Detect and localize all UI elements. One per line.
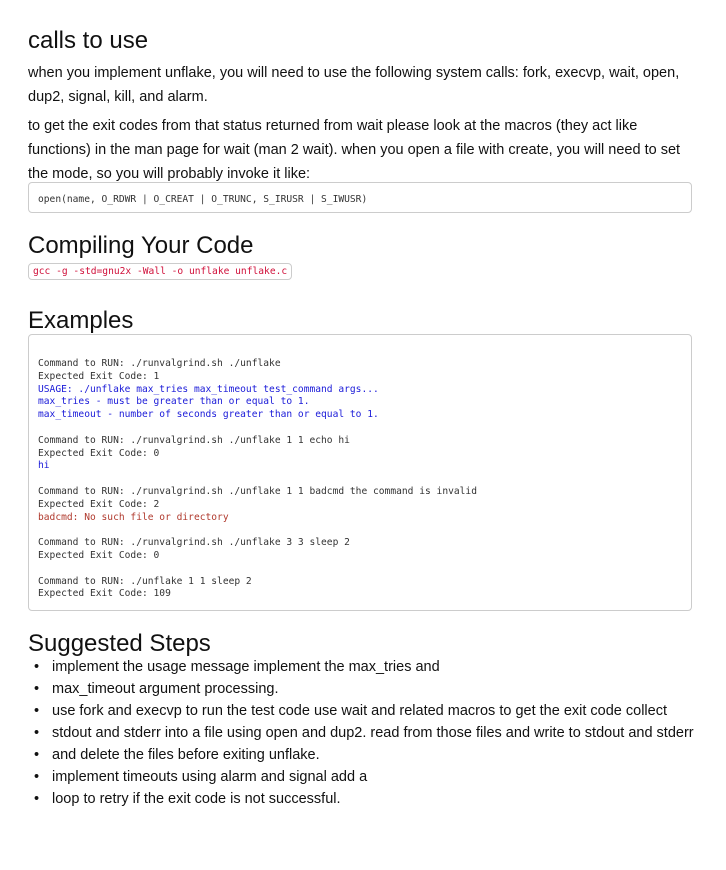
heading-suggested-steps: Suggested Steps [28,630,211,657]
heading-examples: Examples [28,307,134,334]
example-line [38,422,682,435]
bullet-icon: • [34,659,40,675]
step-text: use fork and execvp to run the test code use wait and related macros to get the exit code collect [52,703,667,719]
step-text: implement timeouts using alarm and signal add a [52,769,368,785]
step-text: stdout and stderr into a file using open and dup2. read from those files and write to stdout and stderr [52,725,694,741]
example-line: Command to RUN: ./unflake 1 1 sleep 2 [38,575,252,587]
heading-calls-to-use: calls to use [28,27,149,54]
example-line: Command to RUN: ./runvalgrind.sh ./unflake 1 1 echo hi [38,434,350,446]
step-item [28,656,708,678]
code-gcc-command: gcc -g -std=gnu2x -Wall -o unflake unflake.c [28,263,292,280]
example-line [38,473,682,486]
step-item [28,700,708,722]
example-line: Command to RUN: ./runvalgrind.sh ./unflake 3 3 sleep 2 [38,537,350,549]
bullet-icon: • [34,703,40,719]
code-block-examples [28,334,692,611]
example-line: Expected Exit Code: 1 [38,370,160,382]
bullet-icon: • [34,747,40,763]
example-line: Command to RUN: ./runvalgrind.sh ./unflake 1 1 badcmd the command is invalid [38,485,477,497]
example-line: hi [38,460,50,472]
code-open: open(name, O_RDWR | O_CREAT | O_TRUNC, S_IRUSR | S_IWUSR) [38,194,368,205]
example-line: badcmd: No such file or directory [38,511,229,523]
step-item [28,722,708,744]
bullet-icon: • [34,681,40,697]
example-line [38,563,682,576]
steps-list [28,656,708,810]
step-item [28,744,708,766]
step-item [28,678,708,700]
bullet-icon: • [34,725,40,741]
paragraph-system-calls: when you implement unflake, you will need to use the following system calls: fork, execvp, wait, open, dup2, signal, kill, and alarm. [28,65,680,105]
step-text: implement the usage message implement the max_tries and [52,659,440,675]
code-block-open [28,182,692,213]
example-line: max_timeout - number of seconds greater than or equal to 1. [38,409,379,421]
bullet-icon: • [34,791,40,807]
example-line: max_tries - must be greater than or equal to 1. [38,396,310,408]
example-line: Expected Exit Code: 109 [38,588,171,600]
heading-compiling: Compiling Your Code [28,232,254,259]
step-item [28,766,708,788]
example-line: Expected Exit Code: 2 [38,498,160,510]
example-line [38,524,682,537]
paragraph-exit-codes: to get the exit codes from that status returned from wait please look at the macros (they act like functions) in the man page for wait (man 2 wait). when you open a file with create, you will need to set the mode, so you will probably invoke it like: [28,118,681,182]
step-item [28,788,708,810]
example-line: USAGE: ./unflake max_tries max_timeout test_command args... [38,383,379,395]
bullet-icon: • [34,769,40,785]
example-line: Command to RUN: ./runvalgrind.sh ./unflake [38,358,281,369]
step-text: and delete the files before exiting unflake. [52,747,320,763]
example-line: Expected Exit Code: 0 [38,447,160,459]
step-text: loop to retry if the exit code is not successful. [52,791,341,807]
example-line: Expected Exit Code: 0 [38,549,160,561]
step-text: max_timeout argument processing. [52,681,279,697]
